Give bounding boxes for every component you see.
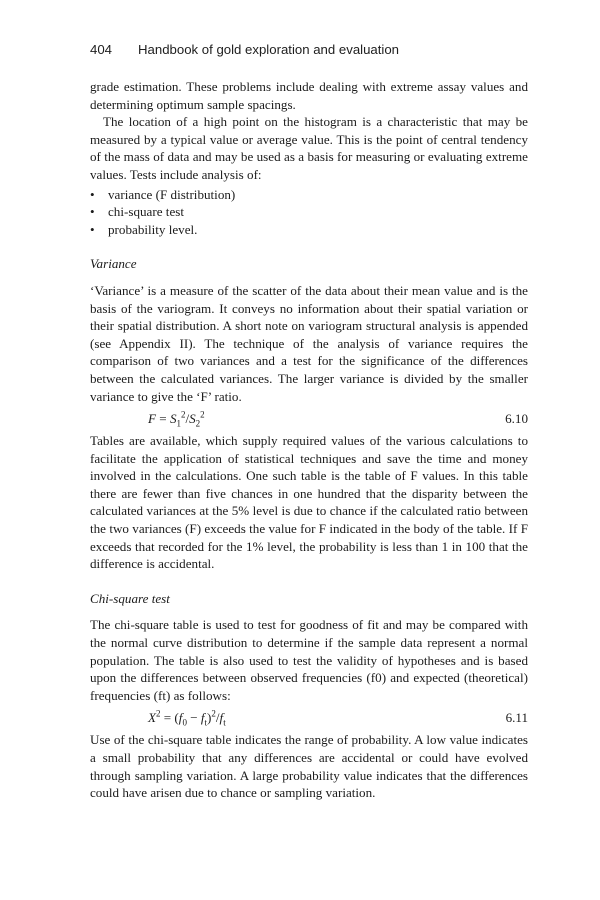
section-heading-chi-square: Chi-square test	[90, 590, 170, 606]
bullet-item: • chi-square test	[90, 203, 528, 221]
variance-paragraph-tables: Tables are available, which supply required values of the various calculations to facilitate the application of statistical techniques and save the time and money involved in the calculations. One such table is the table of F values. In this table there are fewer than five chances in one hundred that the disparity between the calculated variances at the 5% level is due to chance if the calculated ratio between the two variances (F) exceeds the value for F indicated in the body of the table. If F exceeds that recorded for the 1% level, the probability is less than 1 in 100 that the difference is accidental.	[90, 433, 528, 572]
equation-number: 6.11	[505, 710, 528, 726]
page-number: 404	[90, 42, 113, 57]
bullet-item: • probability level.	[90, 221, 528, 239]
equation-f-ratio	[90, 407, 528, 431]
intro-paragraph-histogram: The location of a high point on the histogram is a characteristic that may be measured by a typical value or average value. This is the point of central tendency of the mass of data and may be used as a basis for measuring or evaluating extreme values. Tests include analysis of:	[90, 114, 528, 182]
book-title: Handbook of gold exploration and evaluation	[138, 42, 400, 57]
variance-paragraph-definition: ‘Variance’ is a measure of the scatter of the data about their mean value and is the basis of the variogram. It conveys no information about their spatial variation or their spatial distribution. A short note on variogram structural analysis is appended (see Appendix II). The technique of the analysis of variance requires the comparison of two variances and a test for the significance of the differences between the calculated variances. The larger variance is divided by the smaller variance to give the ‘F’ ratio.	[90, 282, 528, 404]
running-header	[90, 42, 530, 57]
equation-expression: $X^2 = (f_0 - f_t)^2/f_t$	[148, 709, 226, 729]
chi-square-paragraph-definition: The chi-square table is used to test for goodness of fit and may be compared with the normal curve distribution to determine if the sample data represent a normal population. The table is also used to test the validity of hypotheses and is based upon the differences between observed frequencies (f0) and expected (theoretical) frequencies (ft) as follows:	[90, 617, 528, 703]
chi-square-paragraph-usage: Use of the chi-square table indicates the range of probability. A low value indicates a small probability that any differences are accidental or could have evolved through sampling variation. A large probability value indicates that the differences could have arisen due to chance or sampling variation.	[90, 732, 528, 801]
page-body	[90, 78, 528, 802]
intro-paragraph-continued: grade estimation. These problems include dealing with extreme assay values and determining optimum sample spacings.	[90, 79, 528, 112]
section-heading-variance: Variance	[90, 256, 137, 272]
equation-number: 6.10	[505, 411, 528, 427]
equation-expression: $F = S_1^2/S_2^2$	[148, 409, 205, 429]
tests-bullet-list	[90, 186, 528, 239]
bullet-item: • variance (F distribution)	[90, 186, 528, 204]
equation-chi-square	[90, 706, 528, 730]
